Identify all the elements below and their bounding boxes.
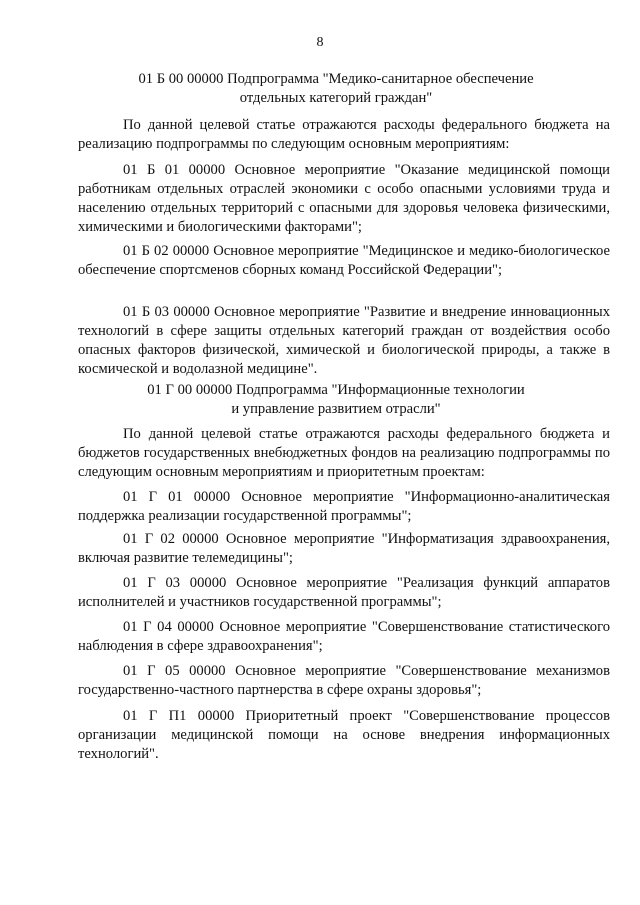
heading-line: 01 Г 00 00000 Подпрограмма "Информационные технологии bbox=[147, 382, 525, 398]
intro-paragraph-1g: По данной целевой статье отражаются расходы федерального бюджета и бюджетов государственных внебюджетных фондов на реализацию подпрограммы по следующим основным мероприятиям и приоритетным проектам: bbox=[78, 426, 610, 480]
measure-paragraph: 01 Б 03 00000 Основное мероприятие "Развитие и внедрение инновационных технологий в сфере защиты отдельных категорий граждан от воздействия особо опасных факторов физической, химической и биологической природы, а также в космической и водолазной медицине". bbox=[78, 304, 610, 377]
measure-paragraph: 01 Г 03 00000 Основное мероприятие "Реализация функций аппаратов исполнителей и участников государственной программы"; bbox=[78, 575, 610, 610]
measure-paragraph: 01 Г 01 00000 Основное мероприятие "Информационно-аналитическая поддержка реализации государственной программы"; bbox=[78, 489, 610, 524]
measure-paragraph: 01 Г 04 00000 Основное мероприятие "Совершенствование статистического наблюдения в сфере здравоохранения"; bbox=[78, 619, 610, 654]
priority-project-paragraph: 01 Г П1 00000 Приоритетный проект "Совершенствование процессов организации медицинской помощи на основе внедрения информационных технологий". bbox=[78, 708, 610, 762]
measure-paragraph: 01 Б 01 00000 Основное мероприятие "Оказание медицинской помощи работникам отдельных отраслей экономики с особо опасными условиями труда и населению отдельных территорий с опасными для здоровья человека физическими, химическими и биологическими факторами"; bbox=[78, 162, 610, 235]
section-heading-1b bbox=[60, 70, 612, 108]
heading-line: 01 Б 00 00000 Подпрограмма "Медико-санитарное обеспечение bbox=[138, 71, 534, 87]
page-number: 8 bbox=[316, 35, 324, 50]
section-heading-1g bbox=[60, 381, 612, 419]
measure-paragraph: 01 Б 02 00000 Основное мероприятие "Медицинское и медико-биологическое обеспечение спортсменов сборных команд Российской Федерации"; bbox=[78, 243, 610, 278]
heading-line: и управление развитием отрасли" bbox=[231, 401, 441, 417]
measure-paragraph: 01 Г 05 00000 Основное мероприятие "Совершенствование механизмов государственно-частного партнерства в сфере охраны здоровья"; bbox=[78, 663, 610, 698]
measure-paragraph: 01 Г 02 00000 Основное мероприятие "Информатизация здравоохранения, включая развитие телемедицины"; bbox=[78, 531, 610, 566]
heading-line: отдельных категорий граждан" bbox=[239, 90, 433, 106]
intro-paragraph-1b: По данной целевой статье отражаются расходы федерального бюджета на реализацию подпрограммы по следующим основным мероприятиям: bbox=[78, 117, 610, 152]
